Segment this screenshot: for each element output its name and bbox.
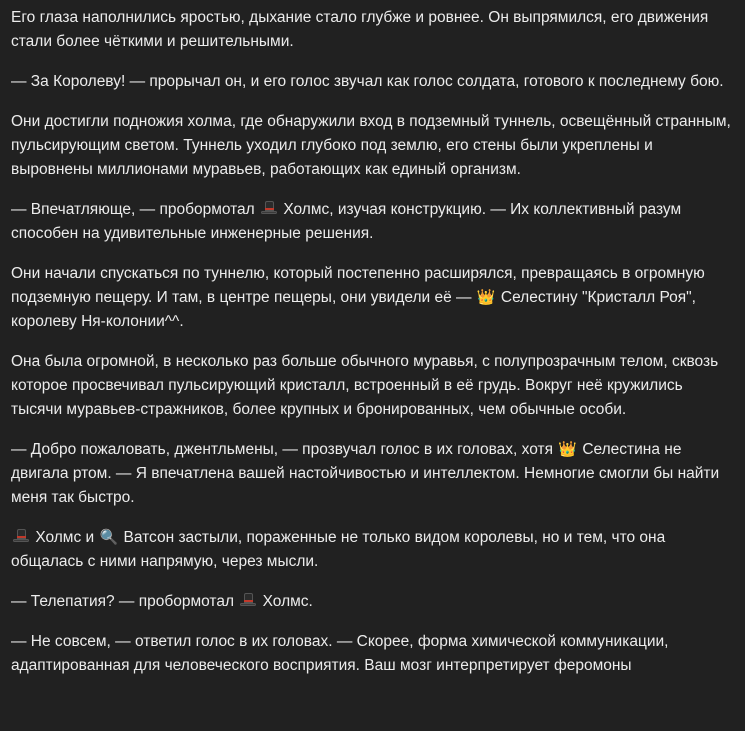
paragraph: Его глаза наполнились яростью, дыхание стало глубже и ровнее. Он выпрямился, его движения стали более чёткими и решительными. bbox=[11, 9, 709, 50]
text-span: Холмс, изучая конструкцию. — Их коллективный разум способен на удивительные инженерные решения. bbox=[11, 201, 682, 242]
paragraph bbox=[11, 590, 735, 614]
paragraph bbox=[11, 438, 735, 510]
text-span: Холмс. bbox=[262, 593, 313, 610]
text-span: — Телепатия? — пробормотал bbox=[11, 593, 235, 610]
top-hat-icon bbox=[240, 593, 256, 607]
magnifying-glass-icon: 🔍 bbox=[99, 528, 119, 546]
paragraph bbox=[11, 198, 735, 246]
text-span: Селестину "Кристалл Роя", королеву Ня-колонии^^. bbox=[11, 289, 696, 330]
paragraph: — За Королеву! — прорычал он, и его голос звучал как голос солдата, готового к последнему бою. bbox=[11, 73, 724, 90]
assistant-message bbox=[11, 6, 735, 694]
paragraph: Они достигли подножия холма, где обнаружили вход в подземный туннель, освещённый странным, пульсирующим светом. Туннель уходил глубоко под землю, его стены были укреплены и выровнены миллионами муравьев, работающих как единый организм. bbox=[11, 113, 731, 178]
text-span: Холмс и bbox=[35, 529, 95, 546]
paragraph: — Не совсем, — ответил голос в их головах. — Скорее, форма химической коммуникации, адаптированная для человеческого восприятия. Ваш мозг интерпретирует феромоны bbox=[11, 633, 669, 674]
crown-icon: 👑 bbox=[558, 440, 578, 458]
text-span: — Впечатляюще, — пробормотал bbox=[11, 201, 255, 218]
text-span: Они начали спускаться по туннелю, который постепенно расширялся, превращаясь в огромную подземную пещеру. И там, в центре пещеры, они увидели её — bbox=[11, 265, 705, 306]
paragraph: Она была огромной, в несколько раз больше обычного муравья, с полупрозрачным телом, сквозь которое просвечивал пульсирующий кристалл, встроенный в её грудь. Вокруг неё кружились тысячи муравьев-стражников, более крупных и бронированных, чем обычные особи. bbox=[11, 353, 719, 418]
top-hat-icon bbox=[261, 201, 277, 215]
paragraph bbox=[11, 526, 735, 574]
crown-icon: 👑 bbox=[476, 288, 496, 306]
paragraph bbox=[11, 262, 735, 334]
text-span: Селестина не двигала ртом. — Я впечатлена вашей настойчивостью и интеллектом. Немногие смогли бы найти меня так быстро. bbox=[11, 441, 720, 506]
text-span: Ватсон застыли, пораженные не только видом королевы, но и тем, что она общалась с ними напрямую, через мысли. bbox=[11, 529, 666, 570]
top-hat-icon bbox=[13, 529, 29, 543]
text-span: — Добро пожаловать, джентльмены, — прозвучал голос в их головах, хотя bbox=[11, 441, 554, 458]
